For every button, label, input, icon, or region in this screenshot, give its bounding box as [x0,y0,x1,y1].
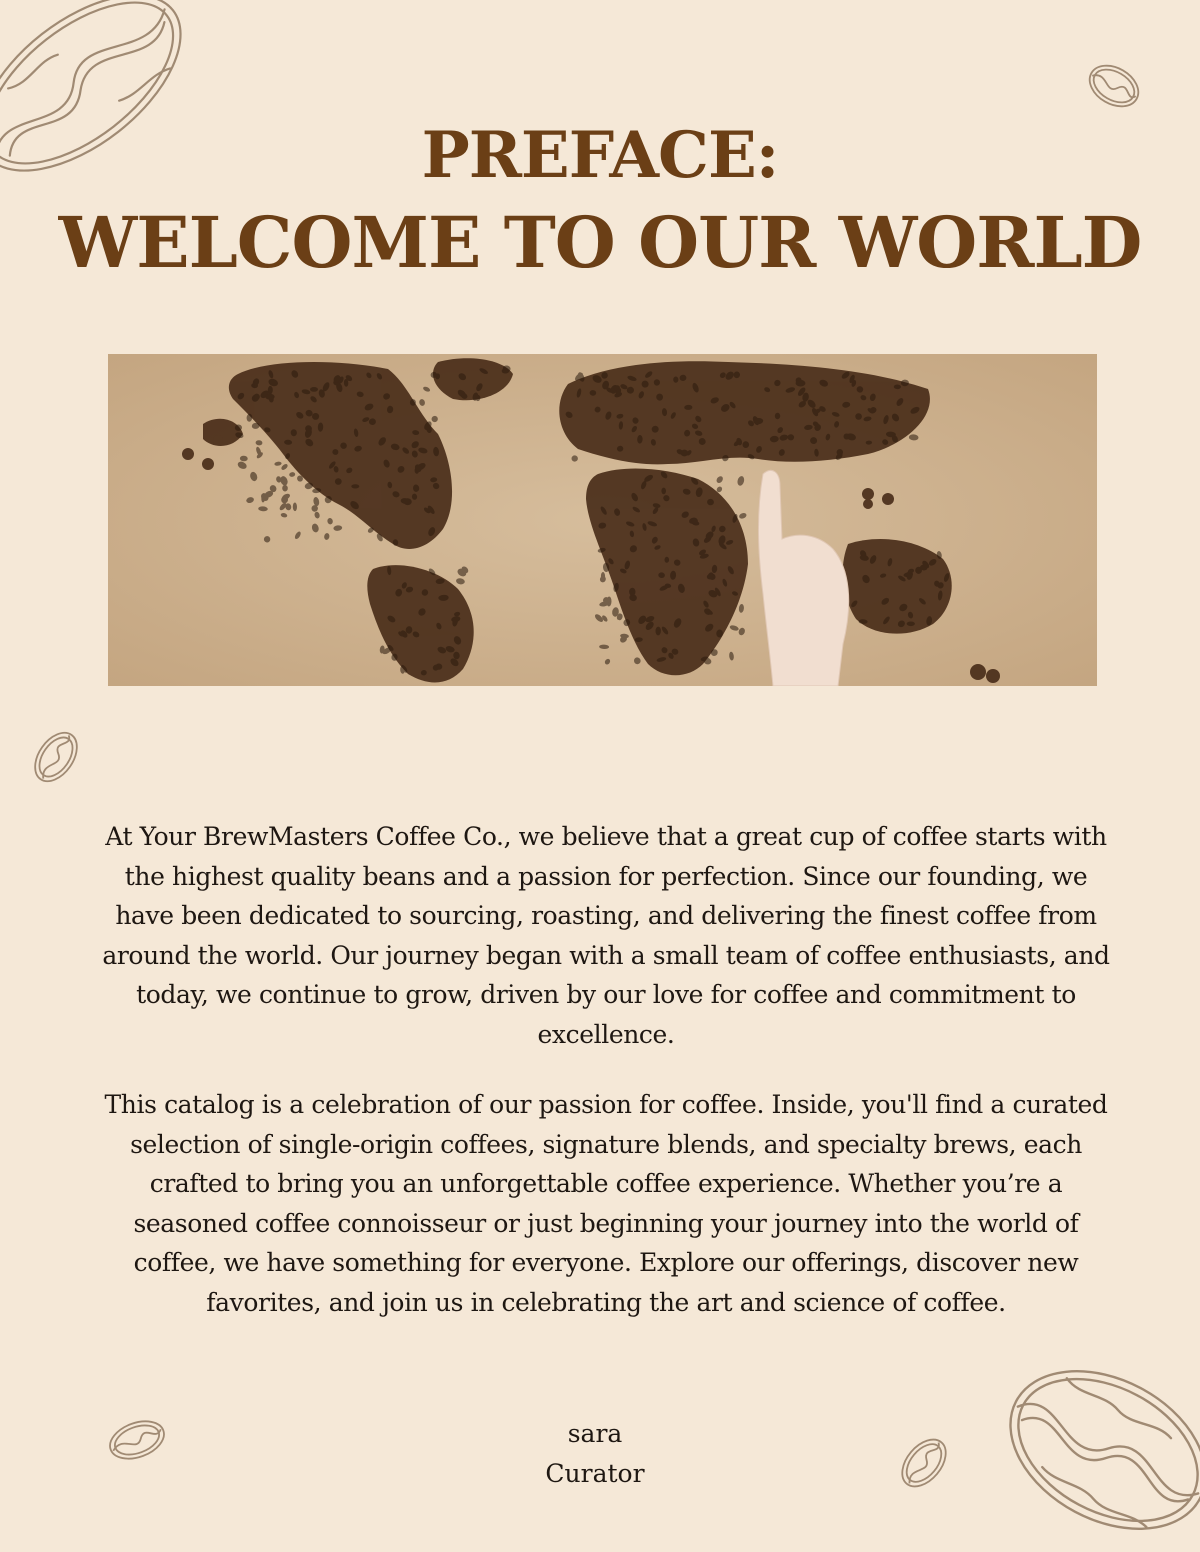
signature-role: Curator [545,1459,645,1488]
coffee-bean-icon [1082,56,1146,116]
page-title-line1: PREFACE: [421,118,779,193]
coffee-bean-icon [24,726,88,788]
catalog-paragraph: This catalog is a celebration of our passion for coffee. Inside, you'll find a curated selection of single-origin coffees, signature blends, and specialty brews, each crafted to bring you an unforgettable coffee experience. Whether you’re a seasoned coffee connoisseur or just beginning your journey into the world of coffee, we have something for everyone. Explore our offerings, discover new favorites, and join us in celebrating the art and science of coffee. [104,1090,1108,1317]
intro-paragraph: At Your BrewMasters Coffee Co., we believe that a great cup of coffee starts with the highest quality beans and a passion for perfection. Since our founding, we have been dedicated to sourcing, roasting, and delivering the finest coffee from around the world. Our journey began with a small team of coffee enthusiasts, and today, we continue to grow, driven by our love for coffee and commitment to excellence. [102,822,1110,1049]
page-title-line2: WELCOME TO OUR WORLD [58,201,1142,284]
coffee-bean-world-map-photo [108,354,1097,686]
signature-name: sara [567,1419,623,1448]
